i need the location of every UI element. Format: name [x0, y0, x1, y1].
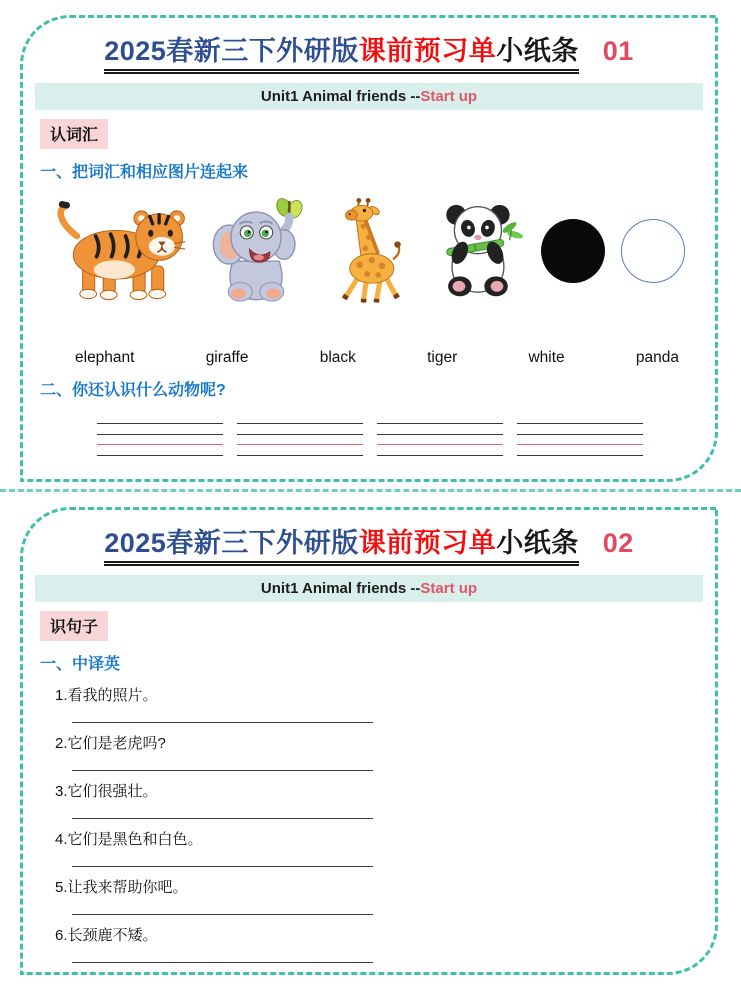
word-item[interactable]: tiger	[427, 349, 458, 366]
cut-separator-line	[0, 489, 741, 492]
worksheet-title-text	[104, 29, 579, 74]
title-type-text: 课前预习单	[358, 528, 497, 558]
title-type-text: 课前预习单	[358, 36, 497, 66]
unit-section-text: Start up	[420, 88, 478, 105]
answer-blank-line[interactable]	[72, 898, 373, 915]
sentence-block	[55, 686, 715, 723]
giraffe-image[interactable]	[323, 191, 415, 311]
sheet-number-badge: 02	[602, 528, 634, 558]
section-badge-vocabulary: 认词汇	[40, 119, 108, 149]
worksheet-card-1	[20, 15, 718, 482]
sentence-text: 6.长颈鹿不矮。	[55, 927, 158, 944]
sheet-number-badge: 01	[602, 36, 634, 66]
sentence-text: 1.看我的照片。	[55, 687, 158, 704]
answer-blank-line[interactable]	[72, 802, 373, 819]
title-suffix-text: 小纸条	[496, 36, 579, 66]
worksheet-title-text	[104, 521, 579, 566]
four-line-writing-grid[interactable]	[517, 423, 643, 456]
four-line-writing-grid[interactable]	[377, 423, 503, 456]
unit-title-text: Unit1 Animal friends --	[260, 580, 421, 597]
sentence-text: 3.它们很强壮。	[55, 783, 158, 800]
unit-section-text: Start up	[420, 580, 478, 597]
word-item[interactable]: black	[319, 349, 356, 366]
sentence-block	[55, 926, 715, 963]
sentence-block	[55, 830, 715, 867]
answer-blank-line[interactable]	[72, 850, 373, 867]
sentence-block	[55, 734, 715, 771]
task1-heading: 一、把词汇和相应图片连起来	[40, 164, 249, 181]
sentence-text: 5.让我来帮助你吧。	[55, 879, 188, 896]
sentence-text: 4.它们是黑色和白色。	[55, 831, 203, 848]
answer-blank-line[interactable]	[72, 706, 373, 723]
title-edition-text: 2025春新三下外研版	[104, 36, 359, 66]
word-item[interactable]: white	[528, 349, 565, 366]
word-item[interactable]: elephant	[75, 349, 135, 366]
worksheet-title-2	[23, 521, 715, 566]
answer-blank-line[interactable]	[72, 754, 373, 771]
writing-lines-row	[97, 423, 715, 456]
task2-heading: 二、你还认识什么动物呢?	[40, 382, 226, 399]
elephant-image[interactable]	[205, 194, 307, 308]
word-bank-row	[75, 349, 679, 367]
word-item[interactable]: panda	[635, 349, 679, 366]
worksheet-card-2	[20, 507, 718, 975]
black-circle-image[interactable]	[541, 219, 605, 283]
sentence-text: 2.它们是老虎吗?	[55, 735, 166, 752]
title-edition-text: 2025春新三下外研版	[104, 528, 359, 558]
sentence-block	[55, 782, 715, 819]
sentence-block	[55, 878, 715, 915]
four-line-writing-grid[interactable]	[97, 423, 223, 456]
sentence-list	[55, 686, 715, 963]
unit-banner	[35, 83, 703, 110]
word-item[interactable]: giraffe	[205, 349, 249, 366]
unit-banner	[35, 575, 703, 602]
translate-heading: 一、中译英	[40, 656, 121, 673]
four-line-writing-grid[interactable]	[237, 423, 363, 456]
unit-title-text: Unit1 Animal friends --	[260, 88, 421, 105]
answer-blank-line[interactable]	[72, 946, 373, 963]
white-circle-image[interactable]	[621, 219, 685, 283]
title-suffix-text: 小纸条	[496, 528, 579, 558]
tiger-image[interactable]	[49, 197, 189, 305]
section-badge-sentences: 识句子	[40, 611, 108, 641]
panda-image[interactable]	[430, 198, 525, 304]
matching-images-row	[49, 191, 685, 311]
worksheet-title-1	[23, 29, 715, 74]
